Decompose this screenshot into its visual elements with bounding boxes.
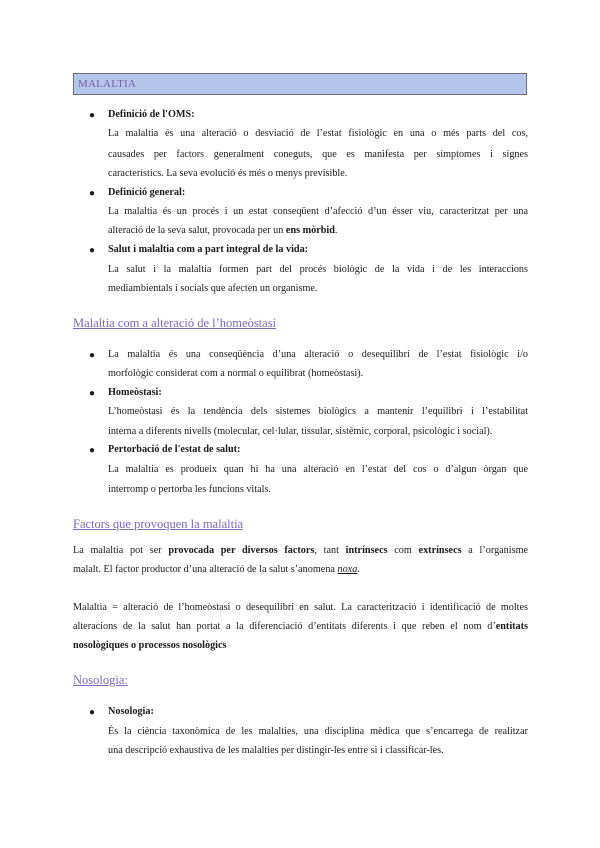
- bullet: ●: [89, 388, 96, 399]
- text-line: característics. La seva evolució és més o menys previsible.: [108, 168, 348, 179]
- bullet-heading: Definició general:: [108, 187, 186, 198]
- bullet-heading: Nosologia:: [108, 706, 154, 717]
- bullet: ●: [89, 445, 96, 456]
- bullet: ●: [89, 350, 96, 361]
- section-title: Malaltia com a alteració de l’homeòstasi: [73, 316, 277, 330]
- paragraph-line: Malaltia = alteració de l’homeòstasi o desequilibri en salut. La caracterització i identificació de moltes: [73, 602, 528, 613]
- bold-term: provocada per diversos factors: [168, 545, 315, 556]
- bullet: ●: [89, 110, 96, 121]
- bullet-heading: Salut i malaltia com a part integral de la vida:: [108, 244, 309, 255]
- page-title: MALALTIA: [78, 78, 137, 90]
- text-line: La malaltia és un procés i un estat conseqüent d’afecció d’un ésser viu, caracteritzat per una: [108, 206, 528, 217]
- bold-term: extrínsecs: [418, 545, 462, 556]
- bold-term: ens mòrbid: [285, 225, 335, 236]
- term-noxa: noxa: [337, 564, 358, 575]
- text-line: mediambientals i socials que afecten un organisme.: [108, 283, 318, 294]
- paragraph-line: [73, 640, 528, 651]
- bullet: ●: [89, 188, 96, 199]
- text-line: La salut i la malaltia formen part del procés biològic de la vida i de les interaccions: [108, 264, 528, 275]
- text-line: interromp o pertorba les funcions vitals.: [108, 484, 271, 495]
- text-line: alteració de la seva salut, provocada per un ens mòrbid.: [108, 225, 338, 236]
- bullet-heading: Pertorbació de l'estat de salut:: [108, 444, 241, 455]
- paragraph-line: malalt. El factor productor d’una alteració de la salut s’anomena noxa.: [73, 564, 360, 575]
- text-line: L’homeòstasi és la tendència dels sistemes biològics a mantenir l’equilibri i l’estabilitat: [108, 406, 528, 417]
- text-line: La malaltia es produeix quan hi ha una alteració en l’estat del cos o d’algun òrgan que: [108, 464, 528, 475]
- text-line: És la ciència taxonòmica de les malalties, una disciplina mèdica que s’encarrega de realitzar: [108, 726, 528, 737]
- bullet-heading: Definició de l'OMS:: [108, 109, 195, 120]
- paragraph-line: La malaltia pot ser provocada per diversos factors, tant intrínsecs com extrínsecs a l’organisme: [73, 545, 529, 556]
- bold-term: intrínsecs: [345, 545, 388, 556]
- text-line: una descripció exhaustiva de les malalties per distingir-les entre si i classificar-les.: [108, 745, 444, 756]
- text-line: La malaltia és una conseqüència d’una alteració o desequilibri de l’estat fisiològic i/o: [108, 349, 528, 360]
- bold-term: entitats: [495, 621, 528, 632]
- paragraph-line: alteracions de la salut han portat a la diferenciació d’entitats diferents i que reben el nom d’entitats: [73, 621, 528, 632]
- text-line: interna a diferents nivells (molecular, cel·lular, tissular, sistèmic, corporal, psicològic i social).: [108, 426, 493, 437]
- bullet-heading: Homeòstasi:: [108, 387, 162, 398]
- text-line: morfològic considerat com a normal o equilibrat (homeòstasi).: [108, 368, 364, 379]
- section-title: Factors que provoquen la malaltia: [73, 517, 244, 531]
- section-title: Nosologia:: [73, 673, 128, 687]
- bullet: ●: [89, 245, 96, 256]
- bold-term: nosològiques o processos nosològics: [73, 640, 227, 651]
- section-header-box: [73, 73, 527, 95]
- bullet: ●: [89, 707, 96, 718]
- text-line: causades per factors generalment coneguts, que es manifesta per símptomes i signes: [108, 149, 528, 160]
- text-line: La malaltia és una alteració o desviació de l’estat fisiològic en una o més parts del cos,: [108, 128, 528, 139]
